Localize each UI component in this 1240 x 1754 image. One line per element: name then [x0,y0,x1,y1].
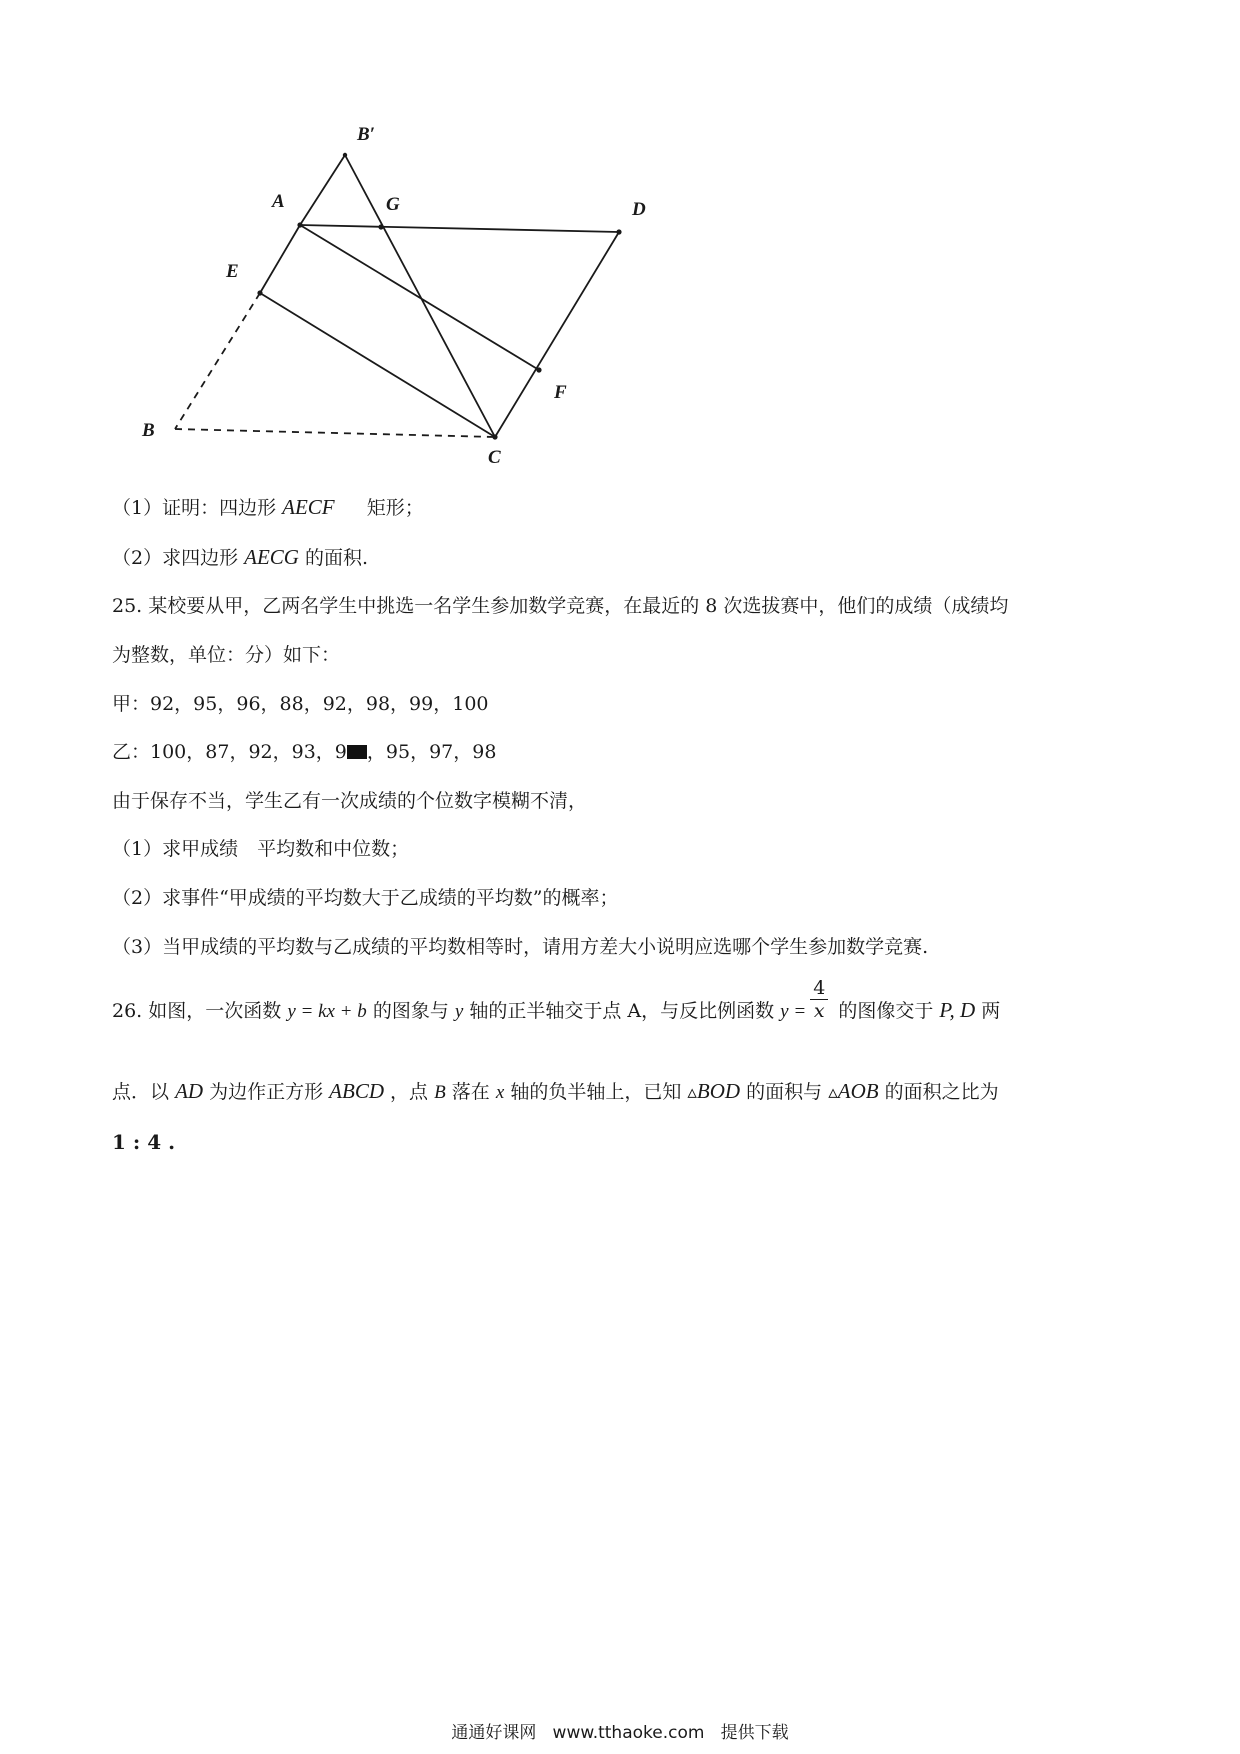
footer-action: 提供下载 [720,1723,789,1743]
q26-l2-t2: 为边作正方形 [209,1081,324,1103]
q26-eq1: y = kx + b [287,1001,367,1022]
label-g: G [386,194,400,215]
q26-l2-t6: 的面积与 [746,1081,823,1103]
q26-fraction [810,977,828,1022]
q25-jia-scores: 甲：92，95，96，88，92，98，99，100 [112,693,489,715]
q24-part2-math: AECG [244,545,299,569]
point-a [297,222,302,227]
q26-line1 [112,976,1001,1023]
q26-l2-t5: 轴的负半轴上，已知 [510,1081,682,1103]
q26-ad: AD [175,1079,204,1103]
label-b: B [142,420,155,441]
q25-yi-post: ，95，97，98 [366,741,497,763]
segment-d-c [495,232,619,437]
label-bp: B′ [357,124,376,145]
q25-stem-line2: 为整数，单位：分）如下： [112,644,341,666]
triangle-symbol-1: ▵ [687,1081,697,1103]
label-d: D [632,199,646,220]
q25-yi-pre: 乙：100，87，92，93，9 [112,741,347,763]
segment-a-f [300,225,539,370]
point-d [616,229,621,234]
q24-part1 [112,493,424,520]
label-a: A [272,191,285,212]
q24-part1-pre: （1）证明：四边形 [112,497,277,519]
triangle-symbol-2: ▵ [828,1081,838,1103]
point-bp [343,153,347,157]
smudged-digit [347,745,367,759]
label-e: E [226,261,239,282]
q26-b: B [434,1082,446,1103]
point-c [492,434,497,439]
q24-part2-post: 的面积. [305,547,369,569]
segment-a-e [260,225,300,293]
q24-part2-pre: （2）求四边形 [112,547,239,569]
q24-part2 [112,543,368,570]
q25-yi-scores [112,737,496,764]
q26-line3 [112,1130,175,1154]
q26-ratio: 1 : 4 . [112,1130,176,1154]
q26-line2 [112,1077,999,1104]
q26-tri1: BOD [696,1079,741,1103]
q25-part1: （1）求甲成绩 平均数和中位数； [112,838,410,860]
q26-t1: 26. 如图，一次函数 [112,1000,282,1022]
label-c: C [488,447,501,468]
geometry-figure [120,110,680,470]
q26-y: y [454,1001,464,1022]
label-f: F [554,382,567,403]
q26-pd: P, D [939,998,976,1022]
segment-bp-a [300,155,345,225]
q26-frac-den: x [813,999,825,1022]
q25-note: 由于保存不当，学生乙有一次成绩的个位数字模糊不清， [112,790,588,812]
q26-t5: 两 [981,1000,1001,1022]
q26-t3: 轴的正半轴交于点 A，与反比例函数 [469,1000,775,1022]
q26-eq2-left: y = [780,1001,807,1022]
footer-site-name: 通通好课网 [451,1723,537,1743]
q25-part2: （2）求事件“甲成绩的平均数大于乙成绩的平均数”的概率； [112,887,619,909]
q26-l2-t4: 落在 [451,1081,490,1103]
footer-url-link[interactable]: www.tthaoke.com [552,1723,705,1743]
segment-e-b-dashed [175,293,260,429]
point-e [257,290,262,295]
segment-bp-c [345,155,495,437]
segment-e-c [260,293,495,437]
q26-l2-t7: 的面积之比为 [884,1081,999,1103]
q24-part1-math: AECF [282,495,335,519]
point-f [536,367,541,372]
q25-stem-line1: 25. 某校要从甲，乙两名学生中挑选一名学生参加数学竞赛，在最近的 8 次选拔赛中，他们的成绩（成绩均 [112,595,1009,617]
segment-b-c-dashed [175,429,495,437]
point-g [378,224,383,229]
q26-t2: 的图象与 [372,1000,449,1022]
q26-tri2: AOB [837,1079,879,1103]
q26-frac-num: 4 [810,977,828,1000]
q24-part1-post: 矩形； [366,497,424,519]
q26-l2-t3: ，点 [390,1081,429,1103]
q26-x: x [495,1082,505,1103]
q26-l2-t1: 点．以 [112,1081,170,1103]
page-footer [0,1718,1240,1743]
q26-abcd: ABCD [329,1079,384,1103]
q26-t4: 的图像交于 [838,1000,934,1022]
q25-part3: （3）当甲成绩的平均数与乙成绩的平均数相等时，请用方差大小说明应选哪个学生参加数学竞赛. [112,936,929,958]
segment-a-d [300,225,619,232]
